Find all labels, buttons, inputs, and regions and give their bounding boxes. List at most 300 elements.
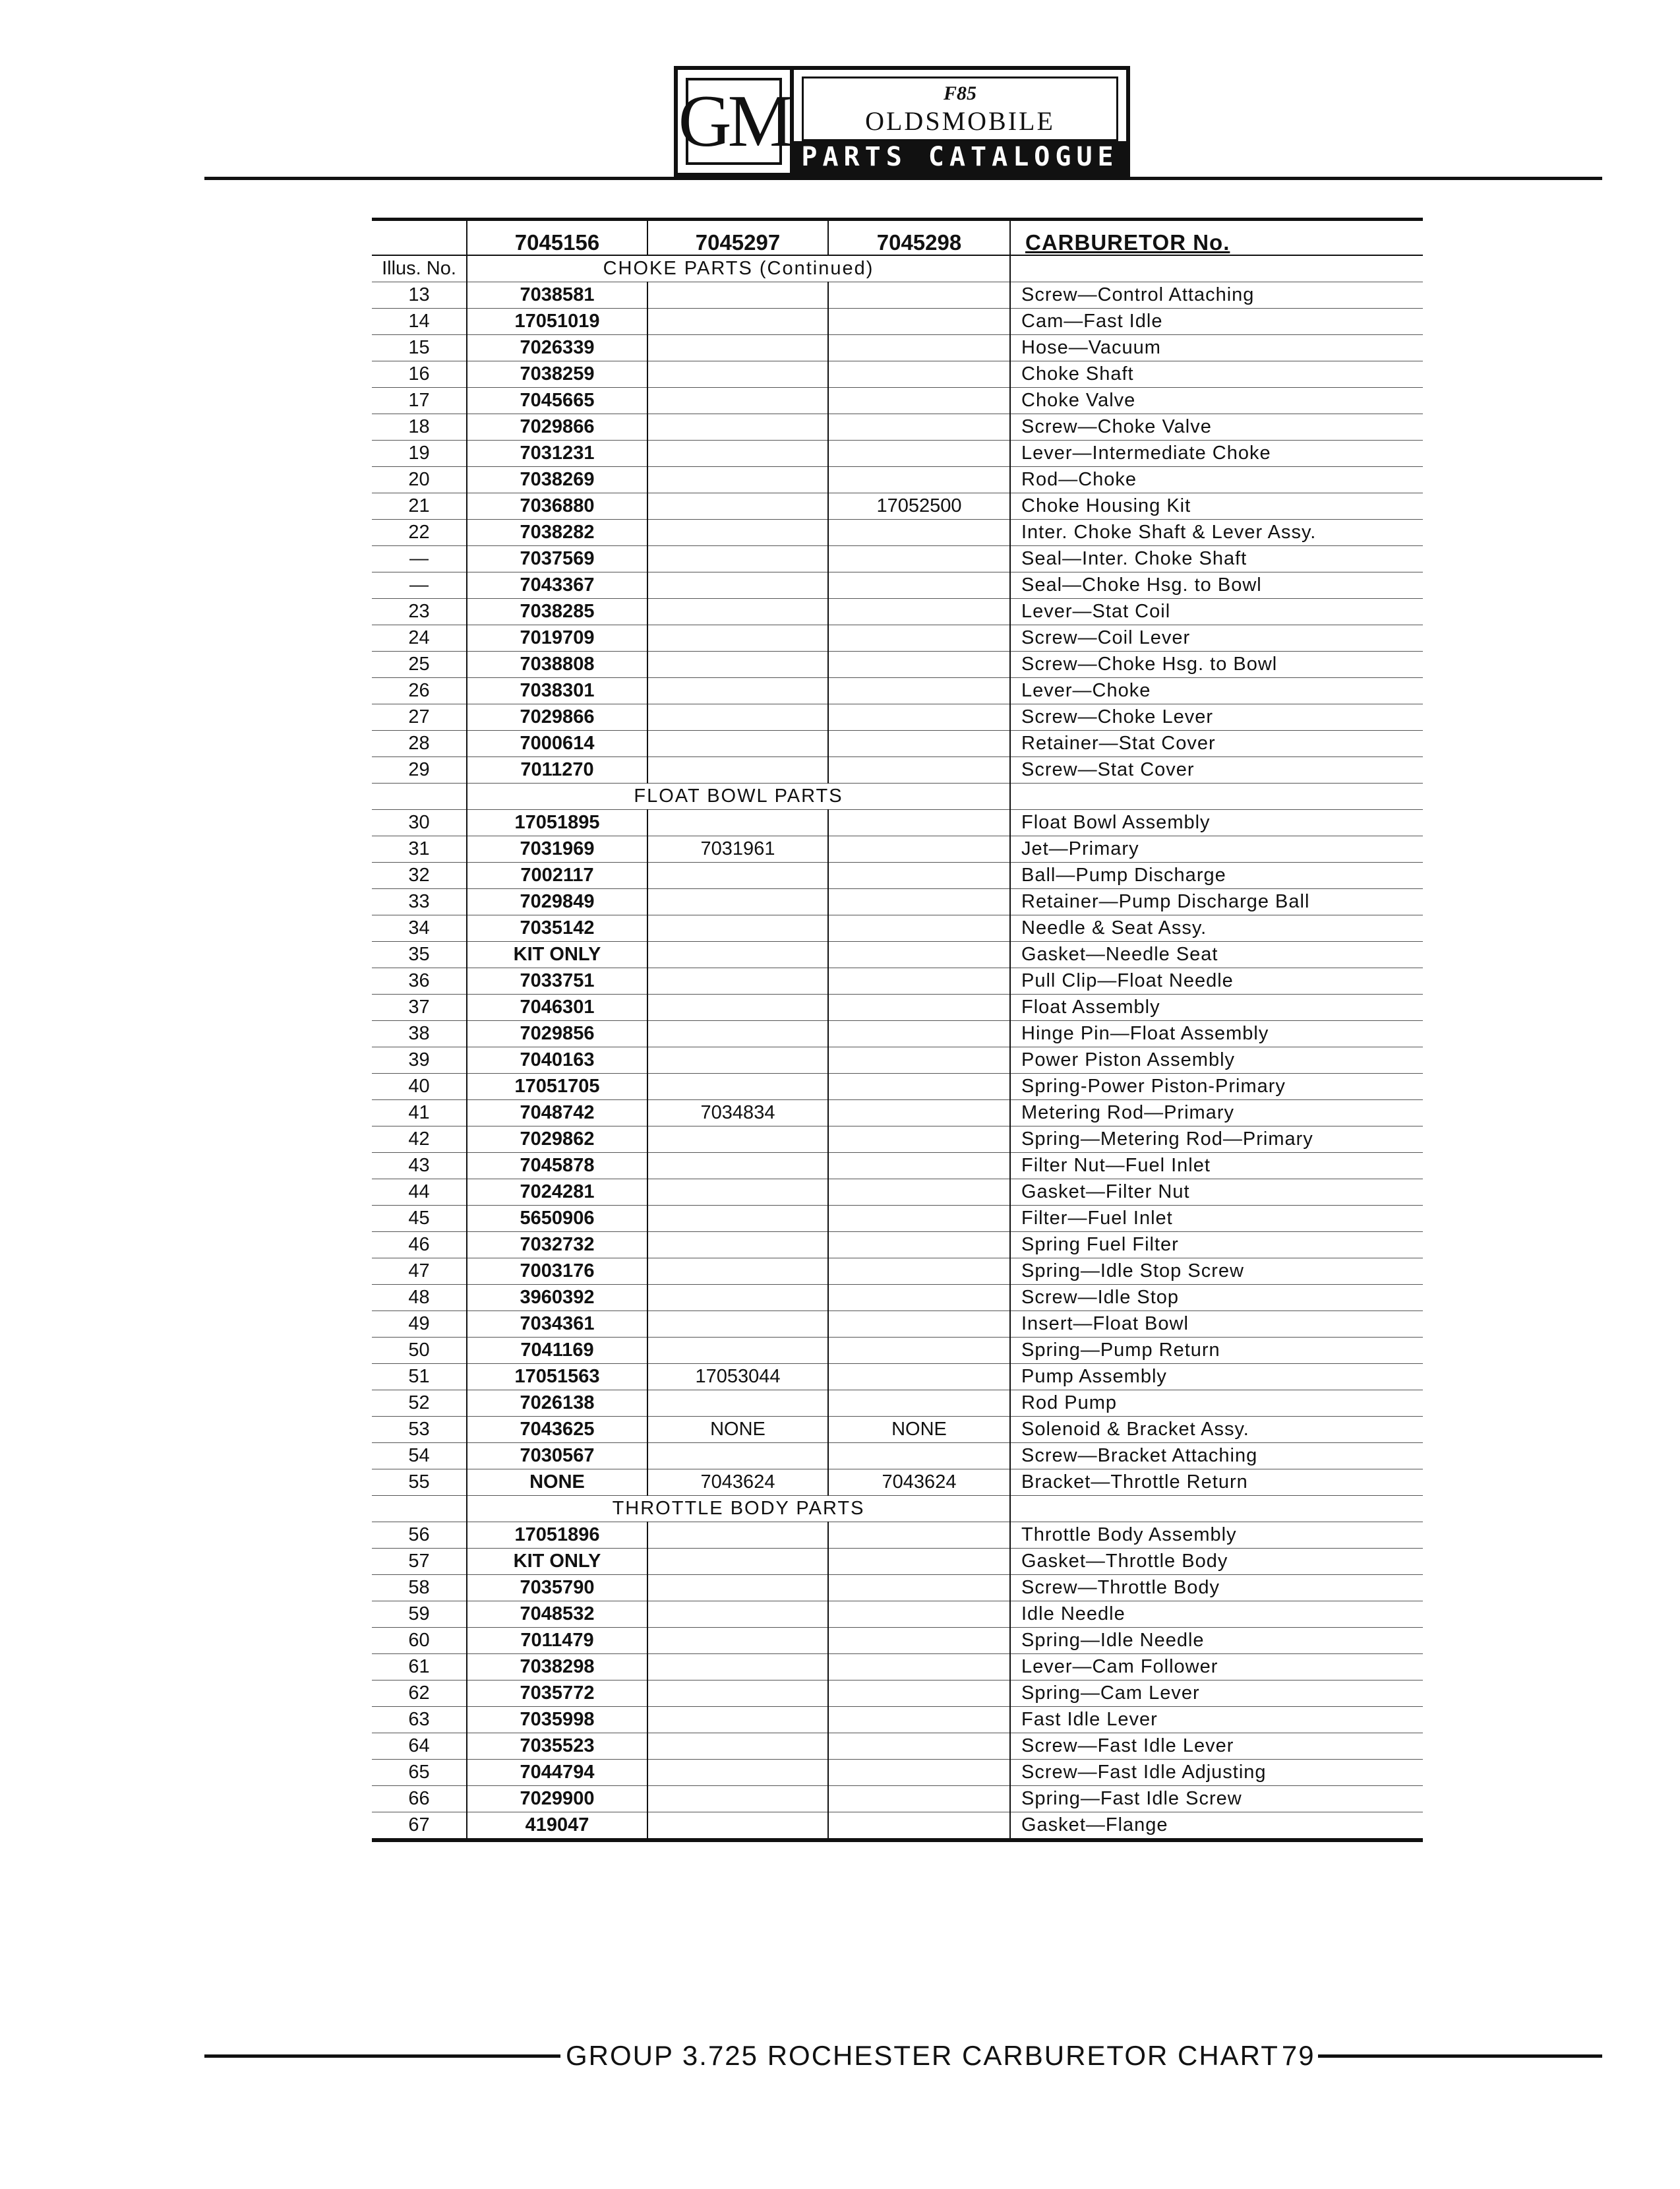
- logo-top-panel: [802, 77, 1118, 141]
- part-number-7045156: 17051019: [467, 308, 647, 334]
- part-number-7045156: 7038285: [467, 598, 647, 625]
- part-number-7045156: 17051896: [467, 1522, 647, 1548]
- part-number-7045297: [647, 1205, 828, 1231]
- illus-number: —: [372, 545, 467, 572]
- part-row: [372, 1812, 1423, 1840]
- section-title: FLOAT BOWL PARTS: [467, 783, 1010, 809]
- part-description: Screw—Throttle Body: [1010, 1574, 1423, 1601]
- part-number-7045298: [828, 519, 1010, 545]
- part-description: Screw—Bracket Attaching: [1010, 1442, 1423, 1469]
- part-number-7045298: [828, 1126, 1010, 1152]
- part-number-7045156: 7044794: [467, 1759, 647, 1785]
- header-rule: [204, 177, 1602, 180]
- illus-number: 60: [372, 1627, 467, 1653]
- part-number-7045156: 7026339: [467, 334, 647, 361]
- part-number-7045297: [647, 1601, 828, 1627]
- illus-number: 13: [372, 282, 467, 308]
- part-number-7045156: 7038269: [467, 466, 647, 493]
- illus-number: 63: [372, 1706, 467, 1733]
- part-number-7045298: 17052500: [828, 493, 1010, 519]
- part-row: [372, 1073, 1423, 1099]
- part-number-7045297: [647, 625, 828, 651]
- part-row: [372, 730, 1423, 756]
- part-row: [372, 466, 1423, 493]
- part-number-7045297: [647, 387, 828, 414]
- part-number-7045297: [647, 994, 828, 1020]
- part-number-7045297: [647, 598, 828, 625]
- brand-name: OLDSMOBILE: [865, 106, 1055, 136]
- part-number-7045297: [647, 756, 828, 783]
- part-row: [372, 915, 1423, 941]
- part-number-7045156: 7036880: [467, 493, 647, 519]
- part-description: Inter. Choke Shaft & Lever Assy.: [1010, 519, 1423, 545]
- part-number-7045297: [647, 282, 828, 308]
- part-number-7045298: [828, 308, 1010, 334]
- illus-number: 44: [372, 1179, 467, 1205]
- part-description: Spring—Metering Rod—Primary: [1010, 1126, 1423, 1152]
- carburetor-number-1: 7045156: [467, 220, 647, 255]
- part-description: Rod Pump: [1010, 1390, 1423, 1416]
- part-number-7045298: [828, 1548, 1010, 1574]
- part-number-7045298: [828, 361, 1010, 387]
- part-row: [372, 1759, 1423, 1785]
- section-desc-blank: [1010, 255, 1423, 282]
- section-title: THROTTLE BODY PARTS: [467, 1495, 1010, 1522]
- part-number-7045298: [828, 677, 1010, 704]
- part-number-7045298: [828, 1706, 1010, 1733]
- part-number-7045298: [828, 1310, 1010, 1337]
- illus-number: 31: [372, 836, 467, 862]
- part-description: Filter—Fuel Inlet: [1010, 1205, 1423, 1231]
- part-number-7045298: [828, 1073, 1010, 1099]
- section-title: CHOKE PARTS (Continued): [467, 255, 1010, 282]
- part-number-7045297: [647, 1785, 828, 1812]
- carburetor-label: CARBURETOR No.: [1010, 220, 1423, 255]
- section-desc-blank: [1010, 1495, 1423, 1522]
- part-row: [372, 1363, 1423, 1390]
- part-row: [372, 1020, 1423, 1047]
- part-row: [372, 994, 1423, 1020]
- part-row: [372, 862, 1423, 888]
- part-number-7045297: [647, 1759, 828, 1785]
- part-description: Pump Assembly: [1010, 1363, 1423, 1390]
- part-number-7045297: [647, 308, 828, 334]
- illus-number: 53: [372, 1416, 467, 1442]
- part-row: [372, 334, 1423, 361]
- part-number-7045297: [647, 493, 828, 519]
- part-number-7045298: [828, 1812, 1010, 1840]
- part-description: Hose—Vacuum: [1010, 334, 1423, 361]
- part-number-7045156: 17051895: [467, 809, 647, 836]
- section-blank-cell: [372, 783, 467, 809]
- part-row: [372, 1179, 1423, 1205]
- page-number: 79: [1281, 2040, 1315, 2071]
- part-description: Insert—Float Bowl: [1010, 1310, 1423, 1337]
- part-number-7045297: [647, 1390, 828, 1416]
- part-description: Screw—Fast Idle Lever: [1010, 1733, 1423, 1759]
- illus-number: 33: [372, 888, 467, 915]
- part-number-7045156: 5650906: [467, 1205, 647, 1231]
- section-header-row: [372, 783, 1423, 809]
- part-number-7045156: 7040163: [467, 1047, 647, 1073]
- part-description: Idle Needle: [1010, 1601, 1423, 1627]
- illus-number: 35: [372, 941, 467, 968]
- part-description: Spring-Power Piston-Primary: [1010, 1073, 1423, 1099]
- part-number-7045298: [828, 1785, 1010, 1812]
- part-description: Retainer—Stat Cover: [1010, 730, 1423, 756]
- illus-number: 40: [372, 1073, 467, 1099]
- part-number-7045156: 7038581: [467, 282, 647, 308]
- part-number-7045298: [828, 888, 1010, 915]
- part-row: [372, 598, 1423, 625]
- part-number-7045156: 7034361: [467, 1310, 647, 1337]
- part-number-7045298: [828, 466, 1010, 493]
- part-number-7045298: [828, 915, 1010, 941]
- part-row: [372, 1231, 1423, 1258]
- carburetor-number-3: 7045298: [828, 220, 1010, 255]
- part-description: Screw—Fast Idle Adjusting: [1010, 1759, 1423, 1785]
- part-description: Gasket—Needle Seat: [1010, 941, 1423, 968]
- part-number-7045156: 7002117: [467, 862, 647, 888]
- part-row: [372, 1785, 1423, 1812]
- part-row: [372, 493, 1423, 519]
- part-number-7045156: 7031231: [467, 440, 647, 466]
- illus-number: 50: [372, 1337, 467, 1363]
- part-description: Spring—Idle Stop Screw: [1010, 1258, 1423, 1284]
- part-row: [372, 677, 1423, 704]
- part-number-7045298: [828, 598, 1010, 625]
- part-number-7045156: 7019709: [467, 625, 647, 651]
- part-number-7045297: [647, 1627, 828, 1653]
- part-description: Seal—Inter. Choke Shaft: [1010, 545, 1423, 572]
- illus-number: 65: [372, 1759, 467, 1785]
- part-number-7045297: [647, 519, 828, 545]
- gm-oldsmobile-logo: [674, 66, 1130, 177]
- illus-number: 15: [372, 334, 467, 361]
- illus-number: 47: [372, 1258, 467, 1284]
- illus-number: 45: [372, 1205, 467, 1231]
- part-row: [372, 414, 1423, 440]
- part-number-7045298: [828, 1601, 1010, 1627]
- part-number-7045297: [647, 414, 828, 440]
- gm-letters: GM: [686, 78, 782, 165]
- part-number-7045297: [647, 1126, 828, 1152]
- part-number-7045297: [647, 809, 828, 836]
- part-number-7045297: [647, 1310, 828, 1337]
- part-row: [372, 1099, 1423, 1126]
- part-description: Lever—Intermediate Choke: [1010, 440, 1423, 466]
- part-number-7045297: [647, 862, 828, 888]
- part-number-7045156: 7038282: [467, 519, 647, 545]
- part-number-7045156: 7029866: [467, 704, 647, 730]
- part-number-7045298: 7043624: [828, 1469, 1010, 1495]
- part-number-7045297: [647, 677, 828, 704]
- part-number-7045297: [647, 968, 828, 994]
- part-description: Fast Idle Lever: [1010, 1706, 1423, 1733]
- part-number-7045298: [828, 968, 1010, 994]
- part-description: Spring—Pump Return: [1010, 1337, 1423, 1363]
- parts-table: [372, 218, 1423, 1842]
- section-blank-cell: [372, 1495, 467, 1522]
- part-number-7045298: [828, 1653, 1010, 1680]
- part-number-7045298: [828, 1179, 1010, 1205]
- part-number-7045156: 7045665: [467, 387, 647, 414]
- illus-number: 22: [372, 519, 467, 545]
- illus-number: 18: [372, 414, 467, 440]
- part-number-7045298: [828, 1099, 1010, 1126]
- part-description: Cam—Fast Idle: [1010, 308, 1423, 334]
- part-number-7045297: [647, 1258, 828, 1284]
- part-number-7045297: [647, 1231, 828, 1258]
- illus-no-header: Illus. No.: [372, 255, 467, 282]
- illus-number: 36: [372, 968, 467, 994]
- part-row: [372, 1152, 1423, 1179]
- part-description: Lever—Stat Coil: [1010, 598, 1423, 625]
- part-row: [372, 625, 1423, 651]
- part-row: [372, 941, 1423, 968]
- part-number-7045156: 7035790: [467, 1574, 647, 1601]
- illus-number: 57: [372, 1548, 467, 1574]
- part-number-7045297: [647, 1548, 828, 1574]
- part-description: Lever—Cam Follower: [1010, 1653, 1423, 1680]
- part-number-7045156: 7029862: [467, 1126, 647, 1152]
- part-row: [372, 308, 1423, 334]
- part-number-7045156: 7029856: [467, 1020, 647, 1047]
- part-number-7045297: [647, 1020, 828, 1047]
- part-row: [372, 545, 1423, 572]
- carburetor-header-row: [372, 220, 1423, 255]
- part-description: Gasket—Filter Nut: [1010, 1179, 1423, 1205]
- part-number-7045297: 17053044: [647, 1363, 828, 1390]
- part-number-7045298: [828, 282, 1010, 308]
- part-number-7045297: [647, 1522, 828, 1548]
- part-number-7045298: [828, 1733, 1010, 1759]
- part-description: Gasket—Throttle Body: [1010, 1548, 1423, 1574]
- footer-group-text: GROUP 3.725 ROCHESTER CARBURETOR CHART: [566, 2040, 1279, 2071]
- part-number-7045297: [647, 1574, 828, 1601]
- illus-number: 25: [372, 651, 467, 677]
- illus-number: 32: [372, 862, 467, 888]
- part-row: [372, 1205, 1423, 1231]
- part-description: Needle & Seat Assy.: [1010, 915, 1423, 941]
- part-description: Spring—Cam Lever: [1010, 1680, 1423, 1706]
- part-number-7045156: 419047: [467, 1812, 647, 1840]
- illus-number: 48: [372, 1284, 467, 1310]
- illus-number: 37: [372, 994, 467, 1020]
- part-description: Pull Clip—Float Needle: [1010, 968, 1423, 994]
- part-number-7045156: 7041169: [467, 1337, 647, 1363]
- part-number-7045298: [828, 1047, 1010, 1073]
- illus-number: 16: [372, 361, 467, 387]
- part-number-7045156: 7003176: [467, 1258, 647, 1284]
- f85-mark: F85: [943, 82, 976, 104]
- part-number-7045298: [828, 1680, 1010, 1706]
- part-number-7045298: [828, 756, 1010, 783]
- illus-number: 30: [372, 809, 467, 836]
- part-number-7045156: 7011270: [467, 756, 647, 783]
- part-row: [372, 704, 1423, 730]
- part-description: Screw—Stat Cover: [1010, 756, 1423, 783]
- part-number-7045297: 7043624: [647, 1469, 828, 1495]
- part-row: [372, 1416, 1423, 1442]
- illus-number: 67: [372, 1812, 467, 1840]
- part-description: Spring—Idle Needle: [1010, 1627, 1423, 1653]
- illus-number: 58: [372, 1574, 467, 1601]
- part-number-7045298: [828, 1258, 1010, 1284]
- part-description: Choke Shaft: [1010, 361, 1423, 387]
- part-number-7045297: [647, 466, 828, 493]
- part-description: Screw—Coil Lever: [1010, 625, 1423, 651]
- part-number-7045156: NONE: [467, 1469, 647, 1495]
- part-number-7045297: [647, 651, 828, 677]
- illus-number: 21: [372, 493, 467, 519]
- part-number-7045297: [647, 730, 828, 756]
- part-number-7045298: [828, 836, 1010, 862]
- part-number-7045156: 7035772: [467, 1680, 647, 1706]
- part-number-7045298: [828, 862, 1010, 888]
- parts-table-body: [372, 255, 1423, 1840]
- part-row: [372, 361, 1423, 387]
- part-number-7045156: 7038298: [467, 1653, 647, 1680]
- part-number-7045297: [647, 1179, 828, 1205]
- part-number-7045156: 7029900: [467, 1785, 647, 1812]
- illus-number: 24: [372, 625, 467, 651]
- part-row: [372, 1653, 1423, 1680]
- part-description: Bracket—Throttle Return: [1010, 1469, 1423, 1495]
- part-row: [372, 888, 1423, 915]
- part-number-7045298: [828, 1152, 1010, 1179]
- part-row: [372, 1337, 1423, 1363]
- part-description: Choke Housing Kit: [1010, 493, 1423, 519]
- part-row: [372, 1284, 1423, 1310]
- part-row: [372, 1522, 1423, 1548]
- part-number-7045298: [828, 1627, 1010, 1653]
- part-number-7045156: 17051705: [467, 1073, 647, 1099]
- part-number-7045298: [828, 334, 1010, 361]
- part-number-7045156: 7043625: [467, 1416, 647, 1442]
- part-number-7045297: [647, 704, 828, 730]
- section-header-row: [372, 1495, 1423, 1522]
- part-number-7045297: [647, 440, 828, 466]
- part-number-7045297: NONE: [647, 1416, 828, 1442]
- part-number-7045298: [828, 1442, 1010, 1469]
- part-number-7045298: [828, 387, 1010, 414]
- part-number-7045298: [828, 1020, 1010, 1047]
- part-row: [372, 756, 1423, 783]
- illus-number: 46: [372, 1231, 467, 1258]
- part-description: Power Piston Assembly: [1010, 1047, 1423, 1073]
- part-number-7045297: [647, 545, 828, 572]
- part-row: [372, 1548, 1423, 1574]
- part-row: [372, 1310, 1423, 1337]
- part-row: [372, 1601, 1423, 1627]
- part-number-7045297: [647, 361, 828, 387]
- part-row: [372, 440, 1423, 466]
- header-blank-cell: [372, 220, 467, 255]
- part-description: Spring Fuel Filter: [1010, 1231, 1423, 1258]
- part-number-7045156: 7030567: [467, 1442, 647, 1469]
- part-number-7045298: [828, 440, 1010, 466]
- part-description: Ball—Pump Discharge: [1010, 862, 1423, 888]
- part-number-7045298: [828, 414, 1010, 440]
- part-number-7045156: 7029866: [467, 414, 647, 440]
- part-row: [372, 1258, 1423, 1284]
- part-number-7045156: 7033751: [467, 968, 647, 994]
- part-row: [372, 1390, 1423, 1416]
- part-number-7045298: [828, 572, 1010, 598]
- section-desc-blank: [1010, 783, 1423, 809]
- illus-number: 14: [372, 308, 467, 334]
- part-description: Jet—Primary: [1010, 836, 1423, 862]
- part-row: [372, 572, 1423, 598]
- part-number-7045156: 17051563: [467, 1363, 647, 1390]
- part-description: Filter Nut—Fuel Inlet: [1010, 1152, 1423, 1179]
- illus-number: 61: [372, 1653, 467, 1680]
- part-row: [372, 282, 1423, 308]
- part-number-7045297: [647, 1047, 828, 1073]
- part-row: [372, 1733, 1423, 1759]
- part-number-7045298: [828, 730, 1010, 756]
- part-number-7045297: [647, 1680, 828, 1706]
- page-footer: [204, 2038, 1602, 2074]
- illus-number: 64: [372, 1733, 467, 1759]
- part-number-7045297: 7031961: [647, 836, 828, 862]
- part-number-7045298: [828, 704, 1010, 730]
- part-number-7045298: [828, 941, 1010, 968]
- part-description: Hinge Pin—Float Assembly: [1010, 1020, 1423, 1047]
- part-number-7045297: [647, 1152, 828, 1179]
- part-number-7045297: [647, 1442, 828, 1469]
- part-description: Screw—Choke Lever: [1010, 704, 1423, 730]
- part-row: [372, 1574, 1423, 1601]
- illus-number: 59: [372, 1601, 467, 1627]
- part-number-7045297: [647, 1337, 828, 1363]
- part-number-7045297: [647, 1733, 828, 1759]
- part-number-7045298: [828, 1390, 1010, 1416]
- illus-number: 20: [372, 466, 467, 493]
- part-number-7045156: 7024281: [467, 1179, 647, 1205]
- part-description: Solenoid & Bracket Assy.: [1010, 1416, 1423, 1442]
- illus-number: 23: [372, 598, 467, 625]
- footer-rule-left: [204, 2054, 560, 2058]
- part-description: Lever—Choke: [1010, 677, 1423, 704]
- illus-number: 42: [372, 1126, 467, 1152]
- part-number-7045297: [647, 888, 828, 915]
- part-description: Screw—Choke Valve: [1010, 414, 1423, 440]
- part-number-7045297: [647, 941, 828, 968]
- part-number-7045156: 7048532: [467, 1601, 647, 1627]
- illus-number: 49: [372, 1310, 467, 1337]
- part-number-7045298: [828, 651, 1010, 677]
- part-row: [372, 1627, 1423, 1653]
- illus-number: 38: [372, 1020, 467, 1047]
- part-description: Choke Valve: [1010, 387, 1423, 414]
- part-row: [372, 519, 1423, 545]
- illus-number: 54: [372, 1442, 467, 1469]
- part-number-7045298: [828, 1574, 1010, 1601]
- part-row: [372, 809, 1423, 836]
- part-row: [372, 1469, 1423, 1495]
- part-number-7045156: 7046301: [467, 994, 647, 1020]
- part-number-7045156: 7035142: [467, 915, 647, 941]
- part-description: Float Bowl Assembly: [1010, 809, 1423, 836]
- part-description: Retainer—Pump Discharge Ball: [1010, 888, 1423, 915]
- section-header-row: [372, 255, 1423, 282]
- part-row: [372, 1706, 1423, 1733]
- part-number-7045298: [828, 1337, 1010, 1363]
- part-description: Float Assembly: [1010, 994, 1423, 1020]
- part-number-7045156: 7032732: [467, 1231, 647, 1258]
